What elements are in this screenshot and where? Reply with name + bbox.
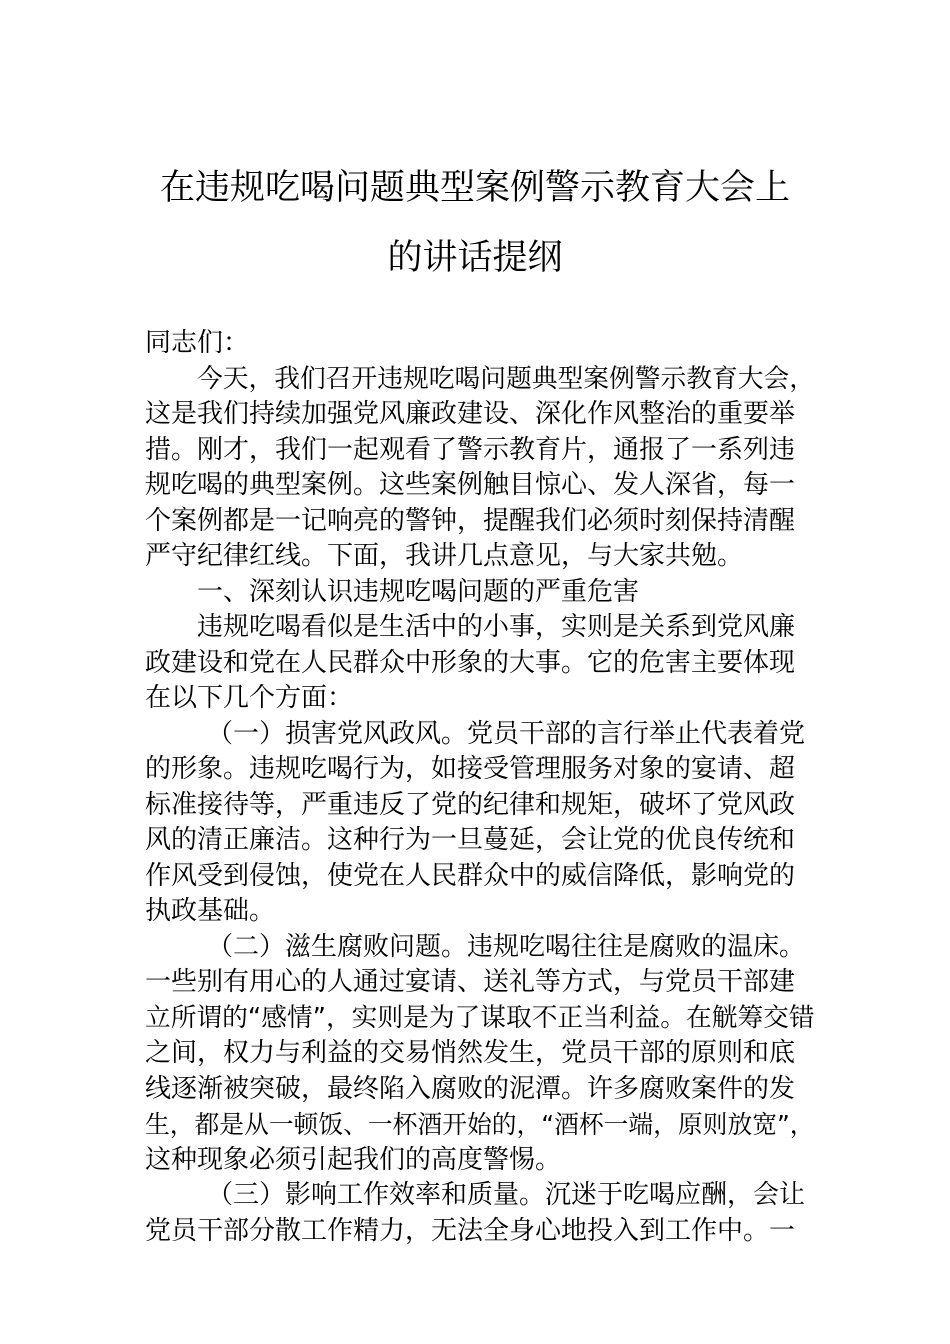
body-line: 之间，权力与利益的交易悄然发生，党员干部的原则和底 xyxy=(145,1038,796,1068)
subsection-line: （一）损害党风政风。党员干部的言行举止代表着党 xyxy=(207,718,806,749)
document-title-line-2: 的讲话提纲 xyxy=(387,238,563,278)
body-line: 一些别有用心的人通过宴请、送礼等方式，与党员干部建 xyxy=(145,967,796,997)
body-line: 党员干部分散工作精力，无法全身心地投入到工作中。一 xyxy=(145,1215,796,1246)
body-line: 政建设和党在人民群众中形象的大事。它的危害主要体现 xyxy=(145,647,796,678)
body-line: 立所谓的“感情”，实则是为了谋取不正当利益。在觥筹交错 xyxy=(145,1002,815,1033)
subsection-line: （二）滋生腐败问题。违规吃喝往往是腐败的温床。 xyxy=(207,931,806,962)
body-line: 在以下几个方面： xyxy=(145,683,354,713)
body-line: 规吃喝的典型案例。这些案例触目惊心、发人深省，每一 xyxy=(145,470,796,500)
body-line: 风的清正廉洁。这种行为一旦蔓延，会让党的优良传统和 xyxy=(145,825,796,855)
document-title-line-1: 在违规吃喝问题典型案例警示教育大会上 xyxy=(159,168,790,208)
subsection-line: （三）影响工作效率和质量。沉迷于吃喝应酬，会让 xyxy=(207,1180,806,1210)
body-line: 违规吃喝看似是生活中的小事，实则是关系到党风廉 xyxy=(197,612,796,642)
body-line: 这是我们持续加强党风廉政建设、深化作风整治的重要举 xyxy=(145,399,796,429)
body-line: 的形象。违规吃喝行为，如接受管理服务对象的宴请、超 xyxy=(145,754,796,784)
body-line: 生，都是从一顿饭、一杯酒开始的，“酒杯一端，原则放宽”， xyxy=(145,1110,815,1139)
body-line: 严守纪律红线。下面，我讲几点意见，与大家共勉。 xyxy=(145,541,744,571)
body-line: 措。刚才，我们一起观看了警示教育片，通报了一系列违 xyxy=(145,434,796,465)
salutation: 同志们： xyxy=(145,328,250,358)
body-line: 个案例都是一记响亮的警钟，提醒我们必须时刻保持清醒 xyxy=(145,505,796,536)
body-line: 今天，我们召开违规吃喝问题典型案例警示教育大会， xyxy=(197,363,815,394)
body-line: 这种现象必须引起我们的高度警惕。 xyxy=(145,1144,562,1175)
body-line: 执政基础。 xyxy=(145,896,276,926)
body-line: 标准接待等，严重违反了党的纪律和规矩，破坏了党风政 xyxy=(145,789,796,820)
document-body xyxy=(145,326,815,1249)
body-line: 线逐渐被突破，最终陷入腐败的泥潭。许多腐败案件的发 xyxy=(145,1073,796,1104)
body-line: 作风受到侵蚀，使党在人民群众中的威信降低，影响党的 xyxy=(145,860,796,891)
section-heading: 一、深刻认识违规吃喝问题的严重危害 xyxy=(197,576,640,607)
